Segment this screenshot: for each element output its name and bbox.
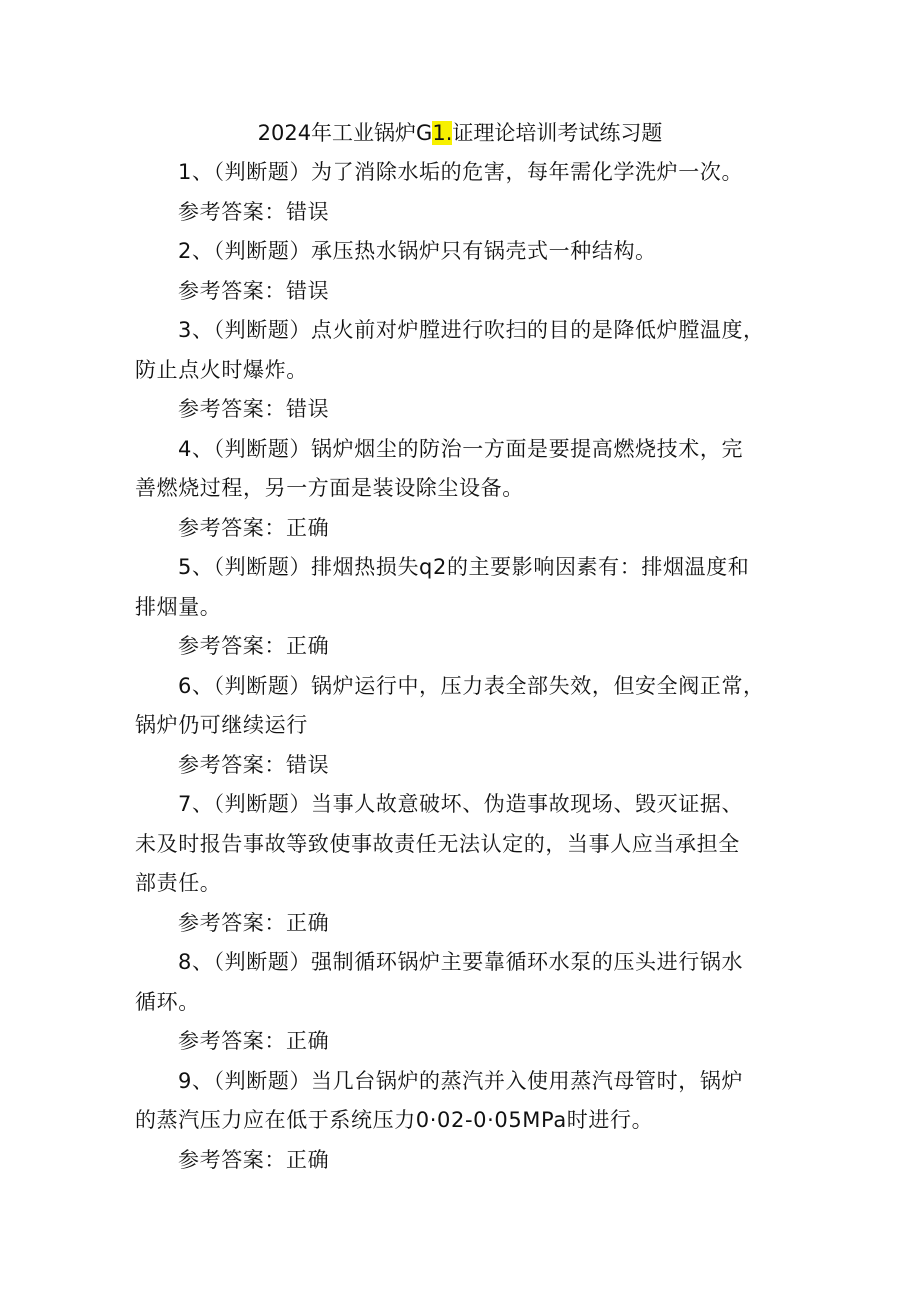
question-text: 9、（判断题）当几台锅炉的蒸汽并入使用蒸汽母管时，锅炉 [178, 1068, 744, 1093]
question-item [135, 667, 790, 786]
title-text-end: 证理论培训考试练习题 [452, 121, 663, 145]
question-item [135, 548, 790, 667]
answer-text: 参考答案：错误 [178, 199, 330, 224]
question-item [135, 785, 790, 943]
question-text-continued: 排烟量。 [135, 594, 222, 619]
question-text: 3、（判断题）点火前对炉膛进行吹扫的目的是降低炉膛温度， [178, 318, 765, 342]
answer-text: 参考答案：错误 [178, 397, 330, 421]
question-text-continued: 防止点火时爆炸。 [135, 357, 308, 382]
question-text-continued: 部责任。 [135, 871, 222, 895]
question-text-continued: 未及时报告事故等致使事故责任无法认定的，当事人应当承担全 [135, 831, 740, 856]
question-item [135, 430, 790, 549]
question-item [135, 943, 790, 1062]
question-item [135, 232, 790, 311]
question-item [135, 311, 790, 430]
question-text-continued: 善燃烧过程，另一方面是装设除尘设备。 [135, 476, 524, 500]
answer-text: 参考答案：正确 [178, 910, 330, 935]
question-text-continued: 锅炉仍可继续运行 [135, 713, 308, 737]
title-highlighted-text: 1. [432, 121, 453, 145]
answer-text: 参考答案：错误 [178, 752, 330, 777]
answer-text: 参考答案：正确 [178, 634, 330, 658]
answer-text: 参考答案：错误 [178, 278, 330, 303]
answer-text: 参考答案：正确 [178, 1147, 330, 1172]
question-text-continued: 循环。 [135, 989, 200, 1014]
document-title [0, 118, 920, 148]
answer-text: 参考答案：正确 [178, 1029, 330, 1053]
question-text: 5、（判断题）排烟热损失q2的主要影响因素有：排烟温度和 [178, 555, 750, 579]
question-text: 1、（判断题）为了消除水垢的危害，每年需化学洗炉一次。 [178, 160, 744, 184]
question-text: 2、（判断题）承压热水锅炉只有锅壳式一种结构。 [178, 239, 657, 263]
question-text: 4、（判断题）锅炉烟尘的防治一方面是要提高燃烧技术，完 [178, 436, 744, 461]
question-item [135, 1062, 790, 1181]
question-text-continued: 的蒸汽压力应在低于系统压力0·02-0·05MPa时进行。 [135, 1108, 654, 1132]
answer-text: 参考答案：正确 [178, 515, 330, 540]
question-text: 7、（判断题）当事人故意破坏、伪造事故现场、毁灭证据、 [178, 792, 744, 816]
title-text-start: 2024年工业锅炉G [257, 121, 433, 145]
question-text: 6、（判断题）锅炉运行中，压力表全部失效，但安全阀正常， [178, 673, 765, 698]
question-list [135, 153, 790, 1180]
question-text: 8、（判断题）强制循环锅炉主要靠循环水泵的压头进行锅水 [178, 950, 744, 974]
question-item [135, 153, 790, 232]
